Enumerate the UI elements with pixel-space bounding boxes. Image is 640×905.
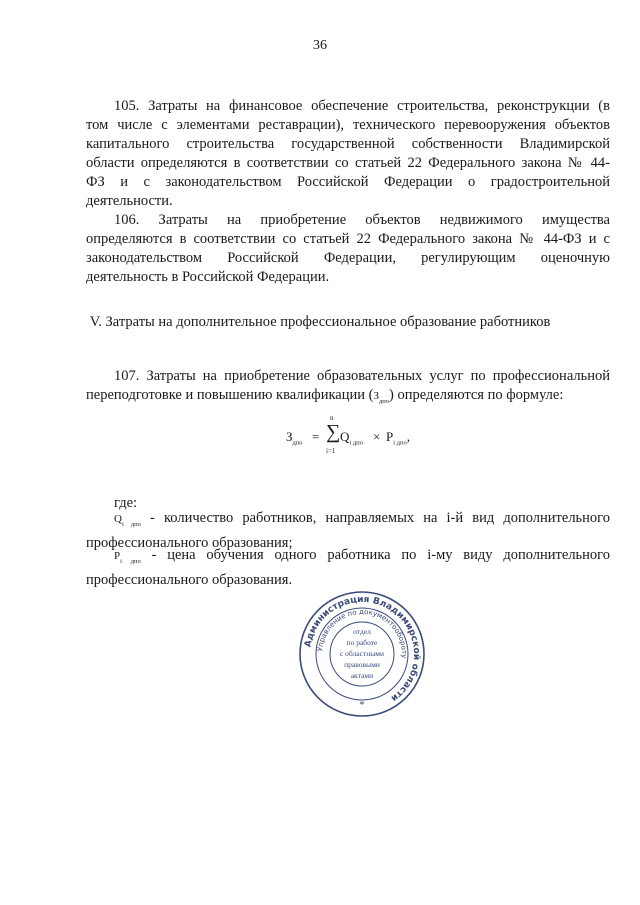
paragraph-106 xyxy=(86,211,610,287)
p105-line-1: 105. Затраты на финансовое обеспечение строительства, реконструкции (в xyxy=(114,98,610,114)
p106-line-4: деятельность в Российской Федерации. xyxy=(86,269,330,285)
formula xyxy=(286,414,436,463)
p106-line-2: определяются в соответствии со статьей 22 Федерального закона № 44-ФЗ и с xyxy=(86,231,610,247)
stamp-star: * xyxy=(359,700,365,711)
p107-line-2: переподготовке и повышению квалификации $(З_{дпо})$ определяются по формуле: xyxy=(86,387,564,405)
sum-symbol: ∑ xyxy=(326,421,341,443)
definition-p-line-2: профессионального образования. xyxy=(86,571,293,588)
paragraph-107 xyxy=(86,367,610,411)
p105-line-4: области определяются в соответствии со статьей 22 Федерального закона № 44- xyxy=(86,155,610,171)
formula-upper: n xyxy=(330,414,334,422)
p106-line-1: 106. Затраты на приобретение объектов недвижимого имущества xyxy=(114,212,610,228)
definition-p-line-1: $P_{i дпо}$ - цена обучения одного работника по i-му виду дополнительного xyxy=(114,547,611,565)
formula-times: × xyxy=(373,429,381,444)
formula-lhs: $З_{дпо}$ xyxy=(286,429,303,447)
stamp-center-line-2: по работе xyxy=(346,638,378,647)
definition-q-line-2: профессионального образования; xyxy=(86,534,293,551)
stamp-center-line-1: отдел xyxy=(353,627,371,636)
formula-q: $Q_{i дпо}$ xyxy=(340,429,363,447)
stamp-center-line-5: актами xyxy=(350,671,374,680)
stamp-outer-text: Администрация Владимирской области xyxy=(303,594,422,704)
section-heading: V. Затраты на дополнительное профессиональное образование работников xyxy=(89,314,551,330)
p105-line-5: ФЗ и с законодательством Российской Федерации о градостроительной xyxy=(86,174,610,190)
formula-p: $P_{i дпо}$, xyxy=(386,429,410,447)
p105-line-6: деятельности. xyxy=(86,193,173,209)
p107-line-1: 107. Затраты на приобретение образовательных услуг по профессиональной xyxy=(114,368,610,384)
formula-eq: = xyxy=(312,429,320,444)
stamp-center-line-3: с областными xyxy=(339,649,385,658)
p105-line-2: том числе с элементами реставрации), технического перевооружения объектов xyxy=(86,117,610,133)
official-stamp xyxy=(298,590,426,718)
formula-lower: i=1 xyxy=(326,447,336,455)
stamp-middle-text: Управление по документообороту xyxy=(316,607,409,659)
definition-q-line-1: $Q_{i дпо}$ - количество работников, направляемых на i-й вид дополнительного xyxy=(114,510,611,528)
paragraph-105 xyxy=(86,97,610,211)
stamp-center-line-4: правовыми xyxy=(344,660,380,669)
where-label: где: xyxy=(114,495,138,511)
definition-p xyxy=(86,546,610,590)
page-number: 36 xyxy=(313,38,327,53)
p105-line-3: капитального строительства государственной собственности Владимирской xyxy=(86,136,610,152)
p106-line-3: законодательством Российской Федерации, регулирующим оценочную xyxy=(86,250,610,266)
